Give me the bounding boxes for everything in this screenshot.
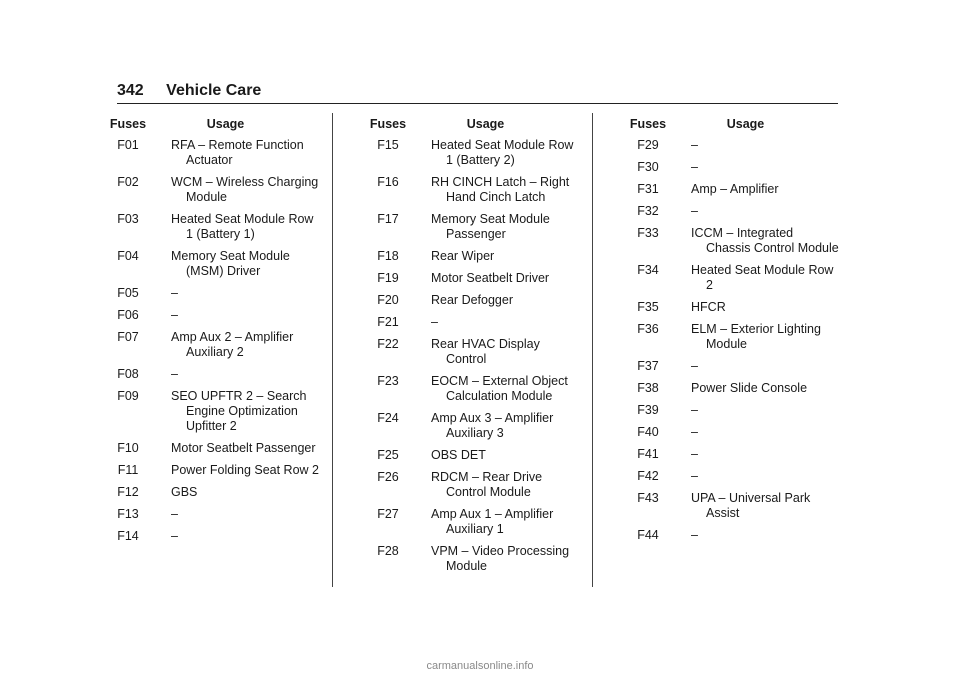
- table-row: [100, 529, 325, 544]
- fuse-usage: –: [691, 204, 698, 218]
- fuse-id: F25: [377, 448, 399, 462]
- usage-header: Usage: [466, 117, 505, 131]
- fuse-usage: –: [691, 528, 698, 542]
- fuse-id: F15: [377, 138, 399, 152]
- fuse-id: F01: [117, 138, 139, 152]
- fuse-id: F32: [637, 204, 659, 218]
- table-row: [620, 204, 845, 219]
- fuse-id: F20: [377, 293, 399, 307]
- fuse-id: F38: [637, 381, 659, 395]
- fuse-usage: HFCR: [691, 300, 726, 314]
- table-row: [360, 470, 585, 500]
- fuse-id: F35: [637, 300, 659, 314]
- section-title: Vehicle Care: [166, 82, 262, 99]
- fuse-usage: Motor Seatbelt Passenger: [171, 441, 316, 455]
- fuse-usage: Amp – Amplifier: [691, 182, 779, 196]
- fuse-id: F30: [637, 160, 659, 174]
- fuse-id: F08: [117, 367, 139, 381]
- table-row: [100, 463, 325, 478]
- fuse-usage: –: [691, 359, 698, 373]
- fuse-usage: WCM – Wireless Charging Module: [171, 175, 319, 204]
- fuse-usage: RDCM – Rear Drive Control Module: [431, 470, 543, 499]
- fuse-usage: –: [691, 160, 698, 174]
- table-row: [100, 249, 325, 279]
- table-row: [100, 138, 325, 168]
- fuse-usage: SEO UPFTR 2 – Search Engine Optimization Upfitter 2: [171, 389, 307, 433]
- fuse-id: F05: [117, 286, 139, 300]
- fuse-table-column-2: [360, 117, 585, 581]
- fuse-usage: –: [691, 138, 698, 152]
- fuse-id: F02: [117, 175, 139, 189]
- fuse-id: F14: [117, 529, 139, 543]
- table-row: [620, 491, 845, 521]
- table-row: [620, 403, 845, 418]
- table-row: [100, 286, 325, 301]
- fuse-id: F43: [637, 491, 659, 505]
- fuse-id: F03: [117, 212, 139, 226]
- fuse-usage: OBS DET: [431, 448, 486, 462]
- fuse-id: F19: [377, 271, 399, 285]
- table-row: [360, 411, 585, 441]
- table-row: [100, 175, 325, 205]
- fuse-id: F24: [377, 411, 399, 425]
- fuse-usage: Memory Seat Module (MSM) Driver: [171, 249, 290, 278]
- table-row: [620, 528, 845, 543]
- table-row: [100, 367, 325, 382]
- usage-header: Usage: [206, 117, 245, 131]
- usage-header: Usage: [726, 117, 765, 131]
- fuse-usage: ICCM – Integrated Chassis Control Module: [691, 226, 839, 255]
- table-row: [620, 425, 845, 440]
- fuse-id: F16: [377, 175, 399, 189]
- fuse-id: F18: [377, 249, 399, 263]
- fuse-id: F12: [117, 485, 139, 499]
- table-row: [360, 212, 585, 242]
- table-row: [100, 308, 325, 323]
- fuse-usage: ELM – Exterior Lighting Module: [691, 322, 821, 351]
- watermark: carmanualsonline.info: [426, 660, 534, 672]
- fuse-usage: –: [171, 367, 178, 381]
- fuse-id: F44: [637, 528, 659, 542]
- fuse-id: F34: [637, 263, 659, 277]
- fuse-id: F04: [117, 249, 139, 263]
- fuse-table-column-3: [620, 117, 845, 550]
- table-row: [100, 330, 325, 360]
- table-row: [100, 389, 325, 434]
- fuse-id: F09: [117, 389, 139, 403]
- table-row: [360, 249, 585, 264]
- table-row: [620, 300, 845, 315]
- table-row: [100, 507, 325, 522]
- fuse-table-column-1: [100, 117, 325, 551]
- fuse-usage: Amp Aux 1 – Amplifier Auxiliary 1: [431, 507, 554, 536]
- fuse-usage: GBS: [171, 485, 198, 499]
- table-row: [360, 271, 585, 286]
- fuse-id: F27: [377, 507, 399, 521]
- table-row: [100, 441, 325, 456]
- fuse-usage: –: [431, 315, 438, 329]
- fuse-id: F41: [637, 447, 659, 461]
- fuse-usage: UPA – Universal Park Assist: [691, 491, 811, 520]
- table-row: [100, 212, 325, 242]
- fuse-id: F11: [117, 463, 139, 477]
- fuse-usage: RFA – Remote Function Actuator: [171, 138, 304, 167]
- fuse-usage: –: [171, 286, 178, 300]
- table-row: [360, 507, 585, 537]
- table-row: [360, 138, 585, 168]
- fuse-id: F39: [637, 403, 659, 417]
- fuse-id: F31: [637, 182, 659, 196]
- fuse-usage: Rear Wiper: [431, 249, 495, 263]
- fuse-id: F10: [117, 441, 139, 455]
- table-header: [620, 117, 845, 132]
- fuse-usage: Rear HVAC Display Control: [431, 337, 540, 366]
- fuse-id: F13: [117, 507, 139, 521]
- fuse-id: F23: [377, 374, 399, 388]
- table-row: [360, 544, 585, 574]
- fuse-usage: RH CINCH Latch – Right Hand Cinch Latch: [431, 175, 570, 204]
- table-row: [360, 175, 585, 205]
- fuse-usage: Memory Seat Module Passenger: [431, 212, 550, 241]
- fuse-usage: –: [691, 447, 698, 461]
- column-divider: [332, 113, 333, 587]
- table-row: [360, 448, 585, 463]
- table-row: [620, 263, 845, 293]
- table-row: [360, 315, 585, 330]
- table-row: [620, 160, 845, 175]
- fuse-usage: Heated Seat Module Row 1 (Battery 2): [431, 138, 574, 167]
- fuses-header: Fuses: [109, 117, 147, 131]
- table-header: [360, 117, 585, 132]
- fuse-id: F07: [117, 330, 139, 344]
- fuses-header: Fuses: [369, 117, 407, 131]
- table-header: [100, 117, 325, 132]
- fuse-usage: Rear Defogger: [431, 293, 513, 307]
- fuse-usage: –: [171, 507, 178, 521]
- table-row: [360, 337, 585, 367]
- fuse-id: F26: [377, 470, 399, 484]
- fuses-header: Fuses: [629, 117, 667, 131]
- fuse-usage: –: [691, 469, 698, 483]
- fuse-usage: Amp Aux 2 – Amplifier Auxiliary 2: [171, 330, 294, 359]
- fuse-id: F42: [637, 469, 659, 483]
- fuse-usage: Power Folding Seat Row 2: [171, 463, 319, 477]
- fuse-usage: Heated Seat Module Row 2: [691, 263, 834, 292]
- fuse-id: F40: [637, 425, 659, 439]
- fuse-id: F33: [637, 226, 659, 240]
- fuse-usage: –: [691, 425, 698, 439]
- table-row: [620, 322, 845, 352]
- fuse-usage: –: [171, 529, 178, 543]
- table-row: [620, 226, 845, 256]
- fuse-usage: Heated Seat Module Row 1 (Battery 1): [171, 212, 314, 241]
- table-row: [360, 293, 585, 308]
- fuse-usage: VPM – Video Processing Module: [431, 544, 570, 573]
- fuse-id: F28: [377, 544, 399, 558]
- fuse-id: F29: [637, 138, 659, 152]
- fuse-usage: Power Slide Console: [691, 381, 808, 395]
- page-number: 342: [117, 82, 144, 99]
- table-row: [620, 447, 845, 462]
- fuse-id: F17: [377, 212, 399, 226]
- column-divider: [592, 113, 593, 587]
- table-row: [100, 485, 325, 500]
- table-row: [620, 381, 845, 396]
- fuse-usage: Amp Aux 3 – Amplifier Auxiliary 3: [431, 411, 554, 440]
- fuse-id: F21: [377, 315, 399, 329]
- fuse-id: F06: [117, 308, 139, 322]
- table-row: [360, 374, 585, 404]
- fuse-usage: EOCM – External Object Calculation Module: [431, 374, 568, 403]
- fuse-id: F36: [637, 322, 659, 336]
- page-header: [117, 82, 261, 100]
- header-rule: [117, 103, 838, 104]
- fuse-usage: Motor Seatbelt Driver: [431, 271, 550, 285]
- fuse-usage: –: [691, 403, 698, 417]
- fuse-id: F37: [637, 359, 659, 373]
- table-row: [620, 359, 845, 374]
- table-row: [620, 138, 845, 153]
- fuse-id: F22: [377, 337, 399, 351]
- table-row: [620, 182, 845, 197]
- table-row: [620, 469, 845, 484]
- fuse-usage: –: [171, 308, 178, 322]
